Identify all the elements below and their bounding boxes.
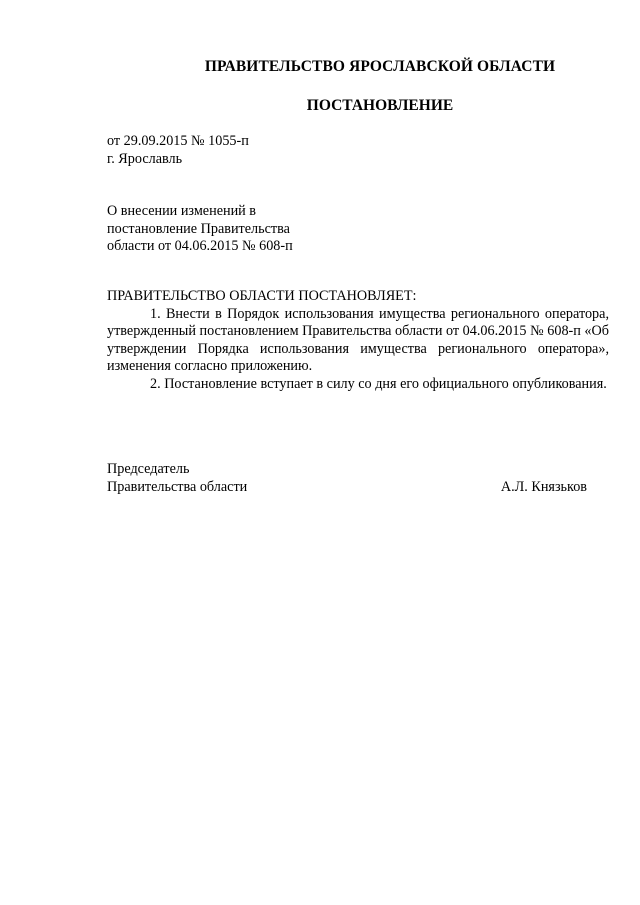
subject-line: постановление Правительства <box>107 220 290 237</box>
resolution-paragraph-2: 2. Постановление вступает в силу со дня его официального опубликования. <box>150 375 607 392</box>
document-type-heading: ПОСТАНОВЛЕНИЕ <box>306 97 454 114</box>
city: г. Ярославль <box>107 150 183 167</box>
document-body <box>107 288 609 394</box>
subject-line: области от 04.06.2015 № 608-п <box>107 238 293 254</box>
signature-row <box>107 479 587 497</box>
government-title: ПРАВИТЕЛЬСТВО ЯРОСЛАВСКОЙ ОБЛАСТИ <box>204 58 556 75</box>
date-number: от 29.09.2015 № 1055-п <box>107 133 249 149</box>
signatory-name: А.Л. Князьков <box>500 478 587 495</box>
signatory-position-line-2: Правительства области <box>107 478 248 495</box>
resolution-paragraph-1: 1. Внести в Порядок использования имущества регионального оператора, утвержденный постановлением Правительства области от 04.06.2015 № 608-п «Об утверждении Порядка использования имущества регионального оператора», изменения согласно приложению. <box>107 305 609 375</box>
document-subject <box>107 203 293 256</box>
signatory-position-line-1: Председатель <box>107 461 190 477</box>
document-meta <box>107 133 249 168</box>
subject-line: О внесении изменений в <box>107 203 257 219</box>
signature-block <box>107 461 587 496</box>
resolution-intro: ПРАВИТЕЛЬСТВО ОБЛАСТИ ПОСТАНОВЛЯЕТ: <box>107 288 417 304</box>
